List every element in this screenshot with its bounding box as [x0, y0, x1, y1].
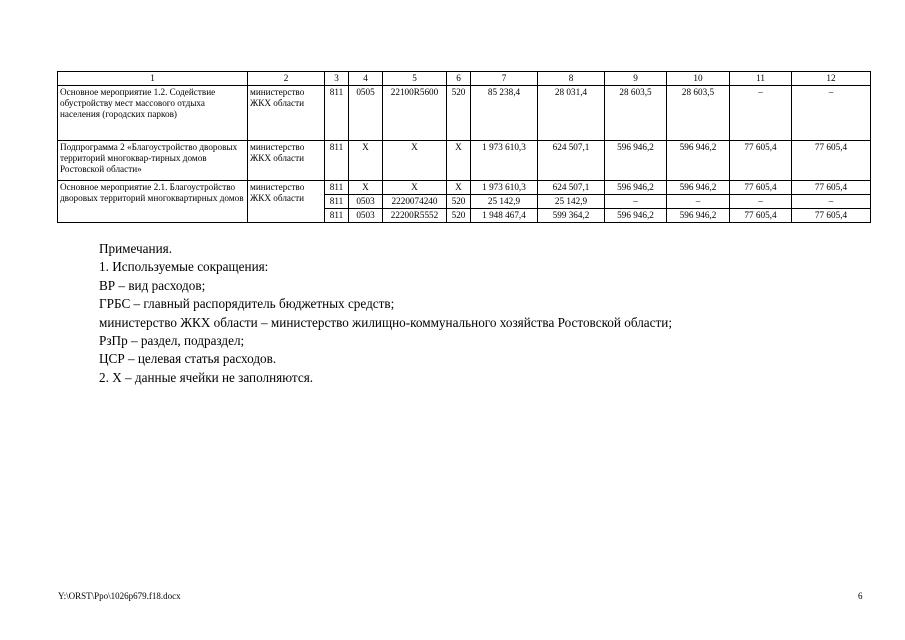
- notes-item: ГРБС – главный распорядитель бюджетных средств;: [99, 296, 395, 312]
- header-cell: 4: [349, 72, 383, 86]
- cell: X: [349, 141, 383, 181]
- cell: 811: [325, 141, 349, 181]
- cell: 811: [325, 86, 349, 141]
- cell: 28 603,5: [667, 86, 730, 141]
- cell: X: [447, 181, 471, 195]
- row-grbs: министерство ЖКХ области: [248, 141, 325, 181]
- notes-item: 2. X – данные ячейки не заполняются.: [99, 369, 314, 385]
- cell: –: [667, 195, 730, 209]
- header-cell: 3: [325, 72, 349, 86]
- cell: 25 142,9: [538, 195, 605, 209]
- cell: 0503: [349, 195, 383, 209]
- cell: –: [605, 195, 667, 209]
- row-name: Подпрограмма 2 «Благоустройство дворовых территорий многоквар-тирных домов Ростовской области»: [58, 141, 248, 181]
- budget-table: [57, 71, 871, 223]
- row-name: Основное мероприятие 1.2. Содействие обустройству мест массового отдыха населения (городских парков): [58, 86, 248, 141]
- cell: 77 605,4: [730, 181, 792, 195]
- cell: X: [383, 141, 447, 181]
- table-header-row: [58, 72, 871, 86]
- cell: 624 507,1: [538, 181, 605, 195]
- cell: 77 605,4: [792, 141, 871, 181]
- cell: 596 946,2: [667, 181, 730, 195]
- header-cell: 1: [58, 72, 248, 86]
- cell: 599 364,2: [538, 209, 605, 223]
- table-row: [58, 181, 871, 195]
- cell: 2220074240: [383, 195, 447, 209]
- cell: 596 946,2: [667, 209, 730, 223]
- notes-item: РзПр – раздел, подраздел;: [99, 333, 245, 349]
- cell: 596 946,2: [605, 141, 667, 181]
- cell: 77 605,4: [730, 141, 792, 181]
- page-number: 6: [858, 591, 863, 601]
- cell: 811: [325, 209, 349, 223]
- cell: –: [792, 86, 871, 141]
- cell: 596 946,2: [667, 141, 730, 181]
- notes-item: 1. Используемые сокращения:: [99, 259, 269, 275]
- cell: 77 605,4: [730, 209, 792, 223]
- cell: 22200R5552: [383, 209, 447, 223]
- cell: 28 603,5: [605, 86, 667, 141]
- row-name: Основное мероприятие 2.1. Благоустройство дворовых территорий многоквартирных домов: [58, 181, 248, 223]
- table-row: [58, 141, 871, 181]
- cell: 596 946,2: [605, 181, 667, 195]
- cell: 0505: [349, 86, 383, 141]
- header-cell: 5: [383, 72, 447, 86]
- cell: 28 031,4: [538, 86, 605, 141]
- cell: 811: [325, 181, 349, 195]
- cell: 85 238,4: [471, 86, 538, 141]
- notes-item: ВР – вид расходов;: [99, 277, 206, 293]
- cell: 624 507,1: [538, 141, 605, 181]
- cell: 22100R5600: [383, 86, 447, 141]
- cell: 1 973 610,3: [471, 181, 538, 195]
- cell: 596 946,2: [605, 209, 667, 223]
- notes-item: министерство ЖКХ области – министерство жилищно-коммунального хозяйства Ростовской области;: [99, 314, 672, 330]
- cell: X: [349, 181, 383, 195]
- header-cell: 2: [248, 72, 325, 86]
- header-cell: 12: [792, 72, 871, 86]
- cell: X: [383, 181, 447, 195]
- header-cell: 10: [667, 72, 730, 86]
- cell: 811: [325, 195, 349, 209]
- cell: –: [730, 86, 792, 141]
- cell: 25 142,9: [471, 195, 538, 209]
- header-cell: 8: [538, 72, 605, 86]
- footer-file-path: Y:\ORST\Ppo\1026p679.f18.docx: [58, 591, 181, 601]
- row-grbs: министерство ЖКХ области: [248, 86, 325, 141]
- cell: –: [730, 195, 792, 209]
- cell: –: [792, 195, 871, 209]
- header-cell: 9: [605, 72, 667, 86]
- header-cell: 7: [471, 72, 538, 86]
- notes-item: ЦСР – целевая статья расходов.: [99, 351, 277, 367]
- cell: 77 605,4: [792, 209, 871, 223]
- cell: X: [447, 141, 471, 181]
- cell: 520: [447, 209, 471, 223]
- table-row: [58, 86, 871, 141]
- notes-title: Примечания.: [99, 241, 173, 256]
- cell: 1 948 467,4: [471, 209, 538, 223]
- cell: 1 973 610,3: [471, 141, 538, 181]
- cell: 77 605,4: [792, 181, 871, 195]
- cell: 0503: [349, 209, 383, 223]
- row-grbs: министерство ЖКХ области: [248, 181, 325, 223]
- cell: 520: [447, 86, 471, 141]
- header-cell: 6: [447, 72, 471, 86]
- header-cell: 11: [730, 72, 792, 86]
- cell: 520: [447, 195, 471, 209]
- notes-section: [99, 240, 819, 387]
